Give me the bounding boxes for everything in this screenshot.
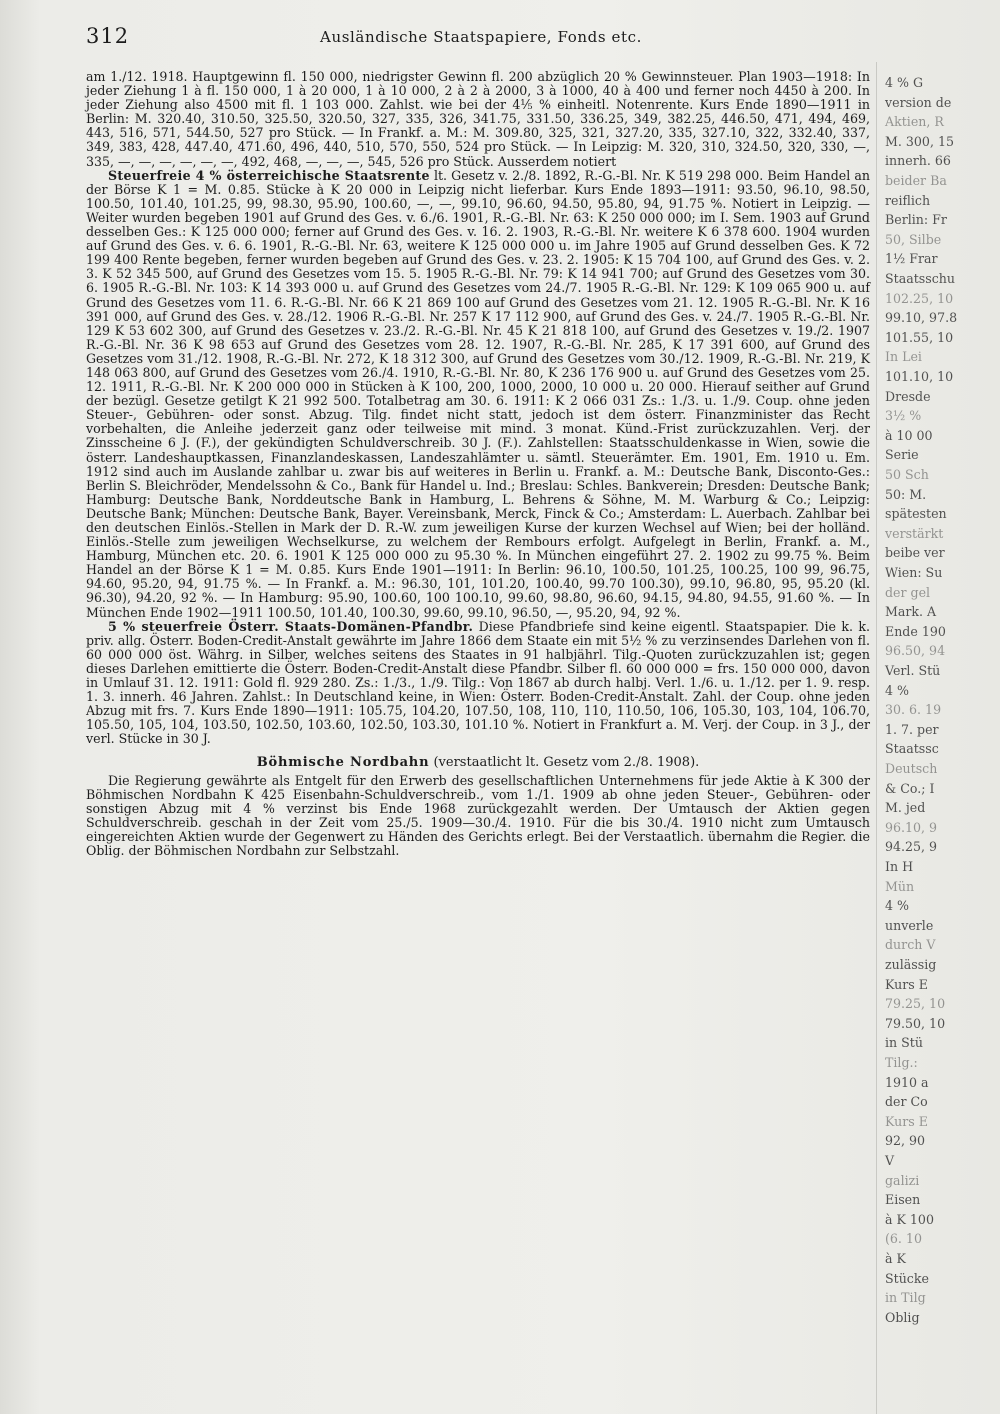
adjacent-fragment: beider Ba xyxy=(885,173,947,188)
section4-title: Böhmische Nordbahn xyxy=(256,754,430,770)
adjacent-fragment: Staatssc xyxy=(885,741,939,757)
adjacent-fragment: 4 % G xyxy=(885,75,924,90)
adjacent-fragment: Stücke xyxy=(885,1270,929,1286)
adjacent-fragment: à K 100 xyxy=(885,1211,934,1227)
adjacent-fragment: 101.55, 10 xyxy=(885,329,954,345)
adjacent-fragment: 4 % xyxy=(885,898,909,914)
adjacent-fragment: (6. 10 xyxy=(885,1231,922,1247)
adjacent-fragment: 1½ Frar xyxy=(885,251,938,267)
section3-paragraph xyxy=(86,620,870,747)
running-title: Ausländische Staatspapiere, Fonds etc. xyxy=(320,28,642,46)
adjacent-fragment: 102.25, 10 xyxy=(885,290,954,306)
adjacent-fragment: 3½ % xyxy=(885,408,922,424)
adjacent-fragment: spätesten xyxy=(885,506,947,522)
adjacent-fragment: 79.25, 10 xyxy=(885,996,946,1012)
adjacent-fragment: 99.10, 97.8 xyxy=(885,310,958,326)
adjacent-fragment: 96.10, 9 xyxy=(885,819,938,835)
section4-body: Die Regierung gewährte als Entgelt für den Erwerb des gesellschaftlichen Unternehmens für jede Aktie à K 300 der Böhmischen Nordbahn K 425 Eisenbahn-Schuldverschreib., vom 1./1. 1909 ab ohne jeden Steuer-, Gebühren- oder sonstigen Abzug mit 4 % verzinst bis Ende 1968 zurückgezahlt werden. Der Umtausch der Aktien gegen Schuldverschreib. geschah in der Zeit vom 25./5. 1909—30./4. 1910. Für die bis 30./4. 1910 nicht zum Umtausch eingereichten Aktien wurde der Gegenwert zu Händen des Gerichts erlegt. Bei der Verstaatlich. übernahm die Regier. die Oblig. der Böhmischen Nordbahn zur Selbstzahl. xyxy=(86,772,870,858)
adjacent-fragment: 1. 7. per xyxy=(885,721,939,737)
section3-body: Diese Pfandbriefe sind keine eigentl. Staatspapier. Die k. k. priv. allg. Österr. Boden-Credit-Anstalt gewährte im Jahre 1866 dem Staate ein mit 5½ % zu verzinsendes Darlehen von fl. 60 000 000 öst. Währg. in Silber, welches seitens des Staates in 91 halbjährl. Tilg.-Quoten zurückzuzahlen ist; gegen dieses Darlehen emittierte die Österr. Boden-Credit-Anstalt diese Pfandbr. Silber fl. 60 000 000 = frs. 150 000 000, davon in Umlauf 31. 12. 1911: Gold fl. 929 280. Zs.: 1./3., 1./9. Tilg.: Von 1867 ab durch halbj. Verl. 1./6. u. 1./12. per 1. 9. resp. 1. 3. innerh. 46 Jahren. Zahlst.: In Deutschland keine, in Wien: Österr. Boden-Credit-Anstalt. Zahl. der Coup. ohne jeden Abzug mit frs. 7. Kurs Ende 1890—1911: 105.75, 104.20, 107.50, 108, 110, 110, 110.50, 106, 105.30, 103, 104, 106.70, 105.50, 105, 104, 103.50, 102.50, 103.60, 102.50, 103.30, 101.10 %. Notiert in Frankfurt a. M. Verj. der Coup. in 3 J., der verl. Stücke in 30 J. xyxy=(86,618,870,747)
adjacent-fragment: unverle xyxy=(885,917,934,933)
section3-title: 5 % steuerfreie Österr. Staats-Domänen-Pfandbr. xyxy=(108,618,474,634)
adjacent-fragment: 50, Silbe xyxy=(885,231,942,247)
adjacent-fragment: zulässig xyxy=(885,957,937,972)
adjacent-fragment: Mark. A xyxy=(885,604,937,620)
adjacent-fragment: galizi xyxy=(885,1172,920,1188)
adjacent-page-fragments xyxy=(876,62,1000,1414)
adjacent-fragment: Verl. Stü xyxy=(885,663,941,678)
adjacent-fragment: Berlin: Fr xyxy=(885,212,947,228)
adjacent-fragment: V xyxy=(885,1153,895,1168)
section1-intro: am 1./12. 1918. Hauptgewinn fl. 150 000, niedrigster Gewinn fl. 200 abzüglich 20 % Gewinnsteuer. Plan 1903—1918: In jeder Ziehung 1 à fl. 150 000, 1 à 20 000, 1 à 10 000, 2 à 2 à 2000, 3 à 1000, 40 à 400 und ferner noch 4450 à 200. In jeder Ziehung also 4500 mit fl. 1 103 000. Zahlst. wie bei der 4⅕ % einheitl. Notenrente. Kurs Ende 1890—1911 in Berlin: M. 320.40, 310.50, 325.50, 320.50, 327, 335, 326, 341.75, 331.50, 336.25, 349, 382.25, 446.50, 471, 494, 469, 443, 516, 571, 544.50, 527 pro Stück. — In Frankf. a. M.: M. 309.80, 325, 321, 327.20, 335, 327.10, 322, 332.40, 337, 349, 383, 428, 447.40, 471.60, 496, 440, 510, 570, 550, 524 pro Stück. — In Leipzig: M. 320, 310, 324.50, 320, 330, —, 335, —, —, —, —, —, —, 492, 468, —, —, —, 545, 526 pro Stück. Ausserdem notiert xyxy=(86,69,870,169)
section2-body: lt. Gesetz v. 2./8. 1892, R.-G.-Bl. Nr. K 519 298 000. Beim Handel an der Börse K 1 = M. 0.85. Stücke à K 20 000 in Leipzig nicht lieferbar. Kurs Ende 1893—1911: 93.50, 96.10, 98.50, 100.50, 101.40, 101.25, 99, 98.30, 95.90, 100.60, —, —, 99.10, 96.60, 94.50, 95.80, 94, 91.75 %. Notiert in Leipzig. — Weiter wurden begeben 1901 auf Grund des Ges. v. 6./6. 1901, R.-G.-Bl. Nr. 63: K 250 000 000; im I. Sem. 1903 auf Grund desselben Ges.: K 125 000 000; ferner auf Grund des Ges. v. 16. 2. 1903, R.-G.-Bl. Nr. weitere K 6 378 600. 1904 wurden auf Grund des Ges. v. 6. 6. 1901, R.-G.-Bl. Nr. 63, weitere K 125 000 000 u. im Jahre 1905 auf Grund desselben Ges. K 72 199 400 Rente begeben, ferner wurden begeben auf Grund des Ges. v. 23. 2. 1905: K 15 704 100, auf Grund des Ges. v. 2. 3. K 52 345 500, auf Grund des Gesetzes vom 15. 5. 1905 R.-G.-Bl. Nr. 79: K 14 941 700; auf Grund des Gesetzes vom 30. 6. 1905 R.-G.-Bl. Nr. 103: K 14 393 000 u. auf Grund des Gesetzes vom 24./7. 1905 R.-G.-Bl. Nr. 129: K 109 065 900 u. auf Grund des Gesetzes vom 11. 6. R.-G.-Bl. Nr. 66 K 21 869 100 auf Grund des Gesetzes vom 21. 12. 1905 R.-G.-Bl. Nr. K 16 391 000, auf Grund des Ges. v. 28./12. 1906 R.-G.-Bl. Nr. 257 K 17 112 900, auf Grund des Ges. v. 24./7. 1905 R.-G.-Bl. Nr. 129 K 53 602 300, auf Grund des Gesetzes v. 23./2. R.-G.-Bl. Nr. 45 K 21 818 100, auf Grund des Gesetzes v. 19./2. 1907 R.-G.-Bl. Nr. 36 K 98 653 auf Grund des Gesetzes vom 28. 12. 1907, R.-G.-Bl. Nr. 285, K 17 391 600, auf Grund des Gesetzes vom 31./12. 1908, R.-G.-Bl. Nr. 272, K 18 312 300, auf Grund des Gesetzes vom 30./12. 1909, R.-G.-Bl. Nr. 219, K 148 063 800, auf Grund des Gesetzes vom 26./4. 1910, R.-G.-Bl. Nr. 80, K 236 176 900 u. auf Grund des Gesetzes vom 25. 12. 1911, R.-G.-Bl. Nr. K 200 000 000 in Stücken à K 100, 200, 1000, 2000, 10 000 u. 20 000. Hierauf seither auf Grund der bezügl. Gesetze getilgt K 21 992 500. Totalbetrag am 30. 6. 1911: K 2 066 031 Zs.: 1./3. u. 1./9. Coup. ohne jeden Steuer-, Gebühren- oder sonst. Abzug. Tilg. findet nicht statt, jedoch ist dem österr. Finanzminister das Recht vorbehalten, die Anleihe jederzeit ganz oder teilweise mit mind. 3 monat. Künd.-Frist zurückzuzahlen. Verj. der Zinsscheine 6 J. (F.), der gekündigten Schuldverschreib. 30 J. (F.). Zahlstellen: Staatsschuldenkasse in Wien, sowie die österr. Landeshauptkassen, Finanzlandeskassen, Landeszahlämter u. sämtl. Steuerämter. Em. 1901, Em. 1910 u. Em. 1912 sind auch im Auslande zahlbar u. zwar bis auf weiteres in Berlin u. Frankf. a. M.: Deutsche Bank, Disconto-Ges.: Berlin S. Bleichröder, Mendelssohn & Co., Bank für Handel u. Ind.; Breslau: Schles. Bankverein; Dresden: Deutsche Bank; Hamburg: Deutsche Bank, Norddeutsche Bank in Hamburg, L. Behrens & Söhne, M. M. Warburg & Co.; Leipzig: Deutsche Bank; München: Deutsche Bank, Bayer. Vereinsbank, Merck, Finck & Co.; Amsterdam: L. Auerbach. Zahlbar bei den deutschen Einlös.-Stellen in Mark der D. R.-W. zum jeweiligen Kurse der kurzen Wechsel auf Wien; bei der holländ. Einlös.-Stelle zum jeweiligen Wechselkurse, zu welchem der Rembours erfolgt. Aufgelegt in Berlin, Frankf. a. M., Hamburg, München etc. 20. 6. 1901 K 125 000 000 zu 95.30 %. In München eingeführt 27. 2. 1902 zu 99.75 %. Beim Handel an der Börse K 1 = M. 0.85. Kurs Ende 1901—1911: In Berlin: 96.10, 100.50, 101.25, 100.25, 100 99, 96.75, 94.60, 95.20, 94, 91.75 %. — In Frankf. a. M.: 96.30, 101, 101.20, 100.40, 99.70 100.30), 99.10, 96.80, 95, 95.20 (kl. 96.30), 94.20, 92 %. — In Hamburg: 95.90, 100.60, 100 100.10, 99.60, 98.80, 96.60, 94.15, 94.80, 94.55, 91.60 %. — In München Ende 1902—1911 100.50, 101.40, 100.30, 99.60, 99.10, 96.50, —, 95.20, 94, 92 %. xyxy=(86,167,870,620)
adjacent-fragment: 1910 a xyxy=(885,1074,929,1090)
page-header xyxy=(86,20,876,50)
page-number: 312 xyxy=(86,24,130,48)
section4-title-note: (verstaatlicht lt. Gesetz vom 2./8. 1908). xyxy=(433,754,700,770)
adjacent-fragment: Ende 190 xyxy=(885,623,946,639)
adjacent-fragment: 79.50, 10 xyxy=(885,1015,946,1031)
adjacent-fragment: Kurs E xyxy=(885,1113,928,1129)
adjacent-fragment: innerh. 66 xyxy=(885,153,951,169)
adjacent-fragment: In Lei xyxy=(885,349,922,365)
adjacent-fragment: Kurs E xyxy=(885,976,928,992)
adjacent-fragment: In H xyxy=(885,859,914,874)
adjacent-fragment: 50: M. xyxy=(885,486,927,502)
adjacent-fragment: Dresde xyxy=(885,388,931,404)
adjacent-fragment: 30. 6. 19 xyxy=(885,702,942,718)
adjacent-fragment: à 10 00 xyxy=(885,427,933,443)
adjacent-fragment: verstärkt xyxy=(885,525,944,541)
section2-paragraph xyxy=(86,169,870,620)
adjacent-fragment: 92, 90 xyxy=(885,1133,926,1149)
adjacent-fragment: Serie xyxy=(885,447,919,463)
adjacent-fragment: à K xyxy=(885,1251,906,1266)
main-column xyxy=(86,70,870,858)
adjacent-fragment: version de xyxy=(885,94,952,110)
adjacent-fragment: Staatsschu xyxy=(885,271,955,286)
adjacent-fragment: 96.50, 94 xyxy=(885,643,946,659)
adjacent-fragment: Mün xyxy=(885,878,915,894)
adjacent-fragment: Aktien, R xyxy=(885,114,944,130)
adjacent-fragment: Wien: Su xyxy=(885,565,943,580)
adjacent-fragment: in Stü xyxy=(885,1035,923,1051)
adjacent-fragment: M. 300, 15 xyxy=(885,133,954,149)
adjacent-fragment: 101.10, 10 xyxy=(885,369,954,384)
adjacent-fragment: 94.25, 9 xyxy=(885,839,938,855)
adjacent-fragment: der Co xyxy=(885,1094,928,1110)
adjacent-fragment: durch V xyxy=(885,937,936,953)
section2-title: Steuerfreie 4 % österreichische Staatsrente xyxy=(108,167,430,183)
adjacent-fragment: beibe ver xyxy=(885,545,945,561)
adjacent-fragment: M. jed xyxy=(885,800,926,816)
adjacent-fragment: reiflich xyxy=(885,192,931,208)
adjacent-fragment: Oblig xyxy=(885,1309,920,1325)
section4-heading xyxy=(86,755,870,770)
adjacent-fragment: & Co.; I xyxy=(885,780,935,796)
adjacent-fragment: Eisen xyxy=(885,1192,921,1208)
adjacent-fragment: in Tilg xyxy=(885,1290,926,1306)
adjacent-fragment: der gel xyxy=(885,584,931,600)
adjacent-fragment: 4 % xyxy=(885,682,909,698)
adjacent-fragment: Deutsch xyxy=(885,761,938,776)
adjacent-fragment: 50 Sch xyxy=(885,467,929,482)
adjacent-fragment: Tilg.: xyxy=(885,1055,918,1070)
